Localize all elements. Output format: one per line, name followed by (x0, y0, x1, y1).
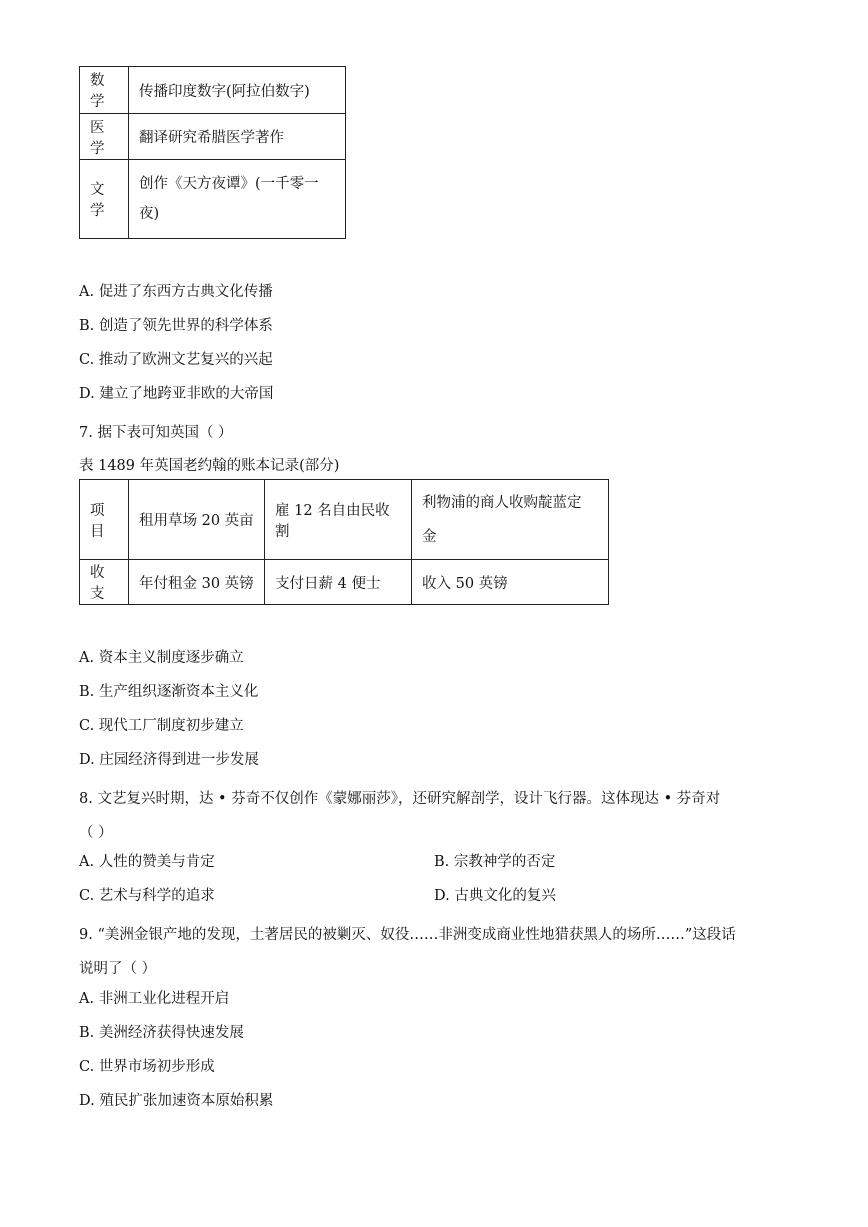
table-row (80, 480, 609, 560)
cell-line: 创作《天方夜谭》(一千零一 (139, 176, 319, 192)
question-stem: 8. 文艺复兴时期，达 • 芬奇不仅创作《蒙娜丽莎》，还研究解剖学，设计飞行器。这体现达 • 芬奇对 (79, 791, 721, 807)
option-d: D. 建立了地跨亚非欧的大帝国 (79, 386, 274, 402)
table-cell: 收支 (80, 560, 129, 605)
table-cell: 项目 (80, 480, 129, 560)
option-b: B. 创造了领先世界的科学体系 (79, 318, 273, 334)
cell-line: 夜) (139, 206, 160, 222)
table-cell: 医学 (80, 114, 129, 160)
cell-line: 利物浦的商人收购靛蓝定 (422, 494, 582, 511)
table-cell: 传播印度数字(阿拉伯数字) (129, 67, 346, 114)
option-b: B. 美洲经济获得快速发展 (79, 1025, 244, 1041)
question-stem-cont: （ ） (79, 825, 113, 841)
table-cell (412, 480, 609, 560)
option-a: A. 促进了东西方古典文化传播 (79, 284, 273, 300)
option-d: D. 庄园经济得到进一步发展 (79, 752, 259, 768)
table-row (80, 160, 346, 239)
table-row (80, 560, 609, 605)
table-cell: 支付日薪 4 便士 (265, 560, 412, 605)
option-a: A. 非洲工业化进程开启 (79, 991, 230, 1007)
table-cell: 翻译研究希腊医学著作 (129, 114, 346, 160)
table-row (80, 67, 346, 114)
table-cell: 雇 12 名自由民收割 (265, 480, 412, 560)
option-a: A. 人性的赞美与肯定 (79, 854, 215, 870)
ledger-table (79, 479, 609, 605)
option-c: C. 推动了欧洲文艺复兴的兴起 (79, 352, 273, 368)
table-cell: 收入 50 英镑 (412, 560, 609, 605)
option-a: A. 资本主义制度逐步确立 (79, 650, 244, 666)
option-b: B. 宗教神学的否定 (434, 854, 556, 870)
option-d: D. 殖民扩张加速资本原始积累 (79, 1093, 274, 1109)
question-stem: 7. 据下表可知英国（ ） (79, 425, 233, 441)
option-c: C. 世界市场初步形成 (79, 1059, 215, 1075)
table-cell: 文学 (80, 160, 129, 239)
culture-table (79, 66, 346, 239)
option-c: C. 现代工厂制度初步建立 (79, 718, 244, 734)
table-cell: 数学 (80, 67, 129, 114)
option-c: C. 艺术与科学的追求 (79, 888, 215, 904)
cell-line: 金 (422, 528, 437, 545)
table-cell: 租用草场 20 英亩 (129, 480, 265, 560)
option-b: B. 生产组织逐渐资本主义化 (79, 684, 259, 700)
table-row (80, 114, 346, 160)
table-cell (129, 160, 346, 239)
table-caption: 表 1489 年英国老约翰的账本记录(部分) (79, 458, 340, 474)
question-stem-cont: 说明了（ ） (79, 961, 157, 977)
table-cell: 年付租金 30 英镑 (129, 560, 265, 605)
question-stem: 9. “美洲金银产地的发现，土著居民的被剿灭、奴役……非洲变成商业性地猎获黑人的场所……”这段话 (79, 927, 736, 943)
option-d: D. 古典文化的复兴 (434, 888, 556, 904)
